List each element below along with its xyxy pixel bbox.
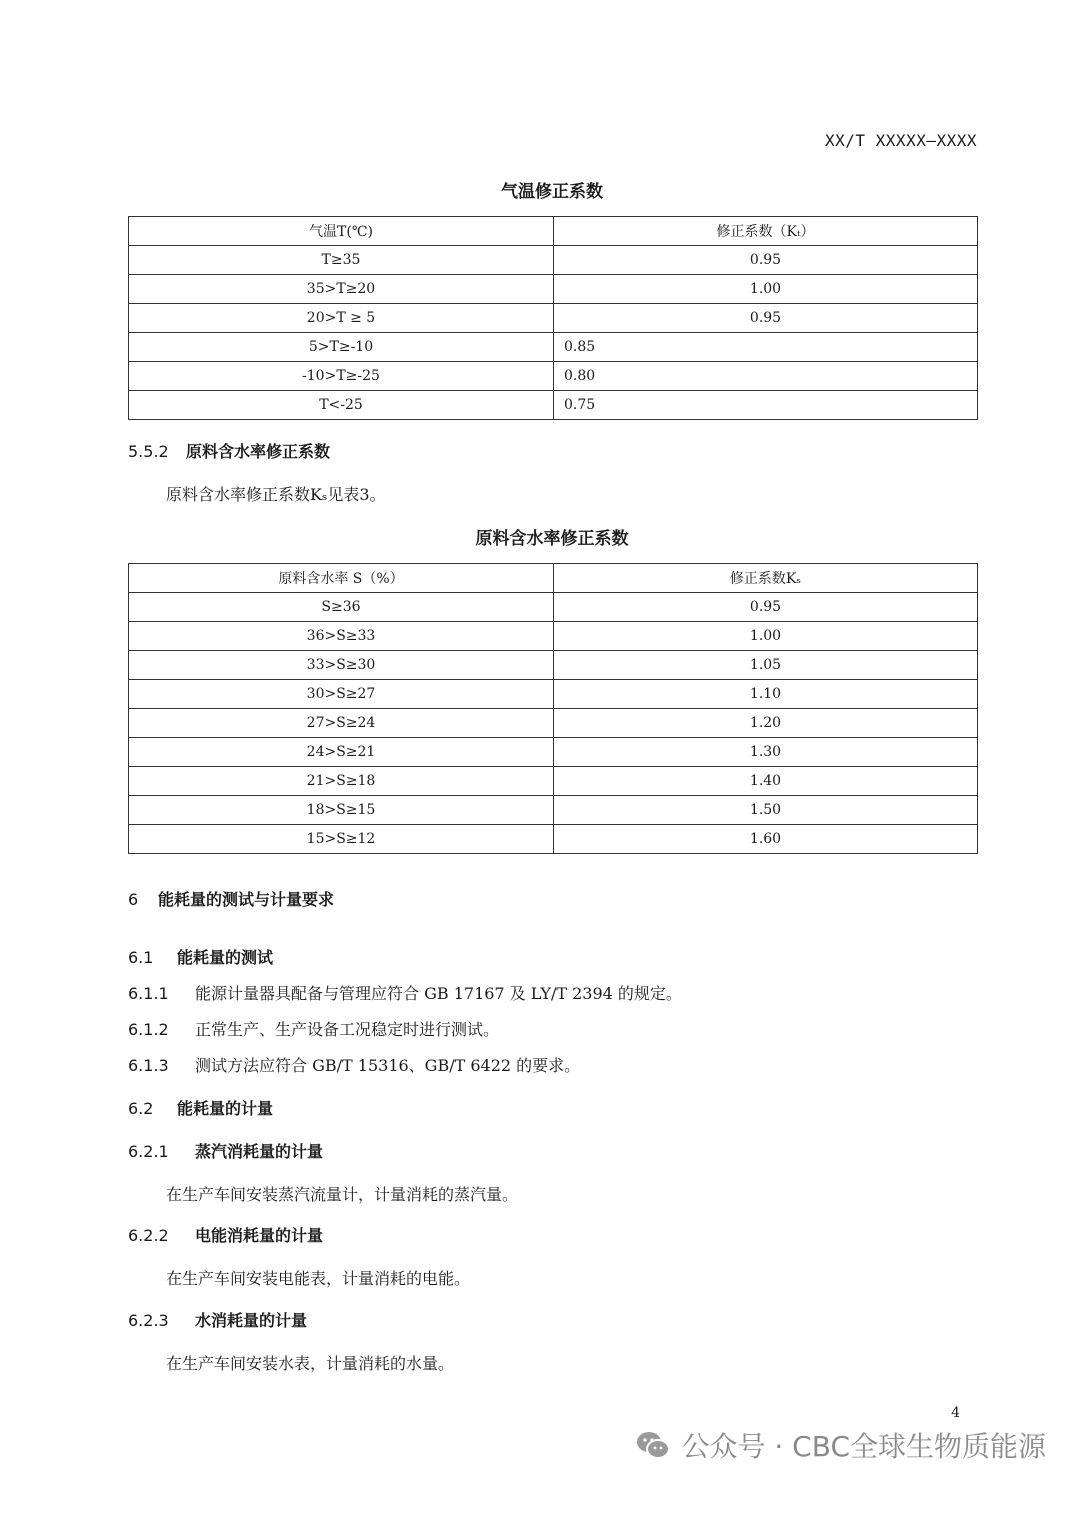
table-cell: 15>S≥12 (129, 825, 554, 854)
wechat-icon (635, 1430, 671, 1460)
section-5-5-2-body: 原料含水率修正系数Kₛ见表3。 (166, 485, 386, 504)
section-title: 能耗量的计量 (177, 1099, 274, 1118)
table-row (129, 796, 978, 825)
table-row (129, 246, 978, 275)
document-code: XX/T XXXXX—XXXX (825, 131, 977, 150)
section-number: 6.2 (128, 1099, 154, 1118)
table-row (129, 767, 978, 796)
table-cell: -10>T≥-25 (129, 362, 554, 391)
section-title: 蒸汽消耗量的计量 (195, 1142, 324, 1161)
section-6-2-2-body: 在生产车间安装电能表，计量消耗的电能。 (166, 1269, 471, 1288)
table-cell: 0.75 (554, 391, 978, 420)
table-cell: 1.20 (554, 709, 978, 738)
table-row (129, 362, 978, 391)
section-title: 能耗量的测试 (177, 948, 274, 967)
clause-number: 6.1.2 (128, 1020, 169, 1039)
table-row (129, 391, 978, 420)
section-6-2-2-heading (128, 1223, 323, 1246)
table-row (129, 680, 978, 709)
section-title: 能耗量的测试与计量要求 (158, 890, 335, 909)
clause-text: 正常生产、生产设备工况稳定时进行测试。 (195, 1020, 500, 1039)
table-cell: 1.00 (554, 622, 978, 651)
table-cell: 1.00 (554, 275, 978, 304)
table-cell: 24>S≥21 (129, 738, 554, 767)
table-cell: 1.60 (554, 825, 978, 854)
table-row (129, 825, 978, 854)
table-cell: S≥36 (129, 593, 554, 622)
clause-text: 测试方法应符合 GB/T 15316、GB/T 6422 的要求。 (195, 1056, 581, 1075)
table-row (129, 304, 978, 333)
section-number: 6.2.3 (128, 1311, 169, 1330)
section-number: 5.5.2 (128, 442, 169, 461)
table-cell: 21>S≥18 (129, 767, 554, 796)
table-cell: 1.30 (554, 738, 978, 767)
section-6-heading (128, 887, 334, 910)
table-cell: 0.80 (554, 362, 978, 391)
table1-title: 气温修正系数 (501, 182, 603, 202)
table-cell: 1.40 (554, 767, 978, 796)
column-header: 修正系数Kₛ (554, 564, 978, 593)
table-cell: 35>T≥20 (129, 275, 554, 304)
clause-number: 6.1.3 (128, 1056, 169, 1075)
clause-6-1-2 (128, 1017, 499, 1040)
table-row (129, 651, 978, 680)
table-cell: 0.95 (554, 593, 978, 622)
table-cell: T≥35 (129, 246, 554, 275)
table-row (129, 333, 978, 362)
section-6-2-3-heading (128, 1308, 307, 1331)
table-row (129, 275, 978, 304)
watermark-text: 公众号 · CBC全球生物质能源 (681, 1430, 1046, 1463)
table-cell: 30>S≥27 (129, 680, 554, 709)
moisture-correction-table (128, 563, 978, 854)
section-number: 6 (128, 890, 139, 909)
column-header: 原料含水率 S（%） (129, 564, 554, 593)
section-title: 水消耗量的计量 (195, 1311, 308, 1330)
table-cell: 36>S≥33 (129, 622, 554, 651)
column-header: 修正系数（Kₜ） (554, 217, 978, 246)
column-header: 气温T(℃) (129, 217, 554, 246)
table-cell: 0.85 (554, 333, 978, 362)
table-cell: 1.05 (554, 651, 978, 680)
section-6-2-heading (128, 1096, 273, 1119)
section-5-5-2-heading (128, 439, 330, 462)
table-row (129, 622, 978, 651)
table-cell: 27>S≥24 (129, 709, 554, 738)
temperature-correction-table (128, 216, 978, 420)
table-cell: 18>S≥15 (129, 796, 554, 825)
clause-6-1-3 (128, 1053, 580, 1076)
clause-6-1-1 (128, 981, 682, 1004)
table2-title: 原料含水率修正系数 (475, 529, 629, 549)
watermark (635, 1425, 1046, 1465)
section-number: 6.2.2 (128, 1226, 169, 1245)
section-number: 6.1 (128, 948, 154, 967)
table-cell: 1.10 (554, 680, 978, 709)
section-number: 6.2.1 (128, 1142, 169, 1161)
table-row (129, 738, 978, 767)
section-6-1-heading (128, 945, 273, 968)
table-cell: 33>S≥30 (129, 651, 554, 680)
section-6-2-1-body: 在生产车间安装蒸汽流量计，计量消耗的蒸汽量。 (166, 1185, 519, 1204)
section-title: 原料含水率修正系数 (186, 442, 331, 461)
clause-text: 能源计量器具配备与管理应符合 GB 17167 及 LY/T 2394 的规定。 (195, 984, 682, 1003)
table-cell: T<-25 (129, 391, 554, 420)
section-6-2-1-heading (128, 1139, 323, 1162)
table-cell: 5>T≥-10 (129, 333, 554, 362)
section-6-2-3-body: 在生产车间安装水表，计量消耗的水量。 (166, 1354, 455, 1373)
table-cell: 1.50 (554, 796, 978, 825)
page-number: 4 (951, 1405, 960, 1421)
table-cell: 20>T ≥ 5 (129, 304, 554, 333)
clause-number: 6.1.1 (128, 984, 169, 1003)
table-row (129, 593, 978, 622)
table-header-row (129, 217, 978, 246)
section-title: 电能消耗量的计量 (195, 1226, 324, 1245)
table-cell: 0.95 (554, 304, 978, 333)
table-header-row (129, 564, 978, 593)
table-row (129, 709, 978, 738)
table-cell: 0.95 (554, 246, 978, 275)
